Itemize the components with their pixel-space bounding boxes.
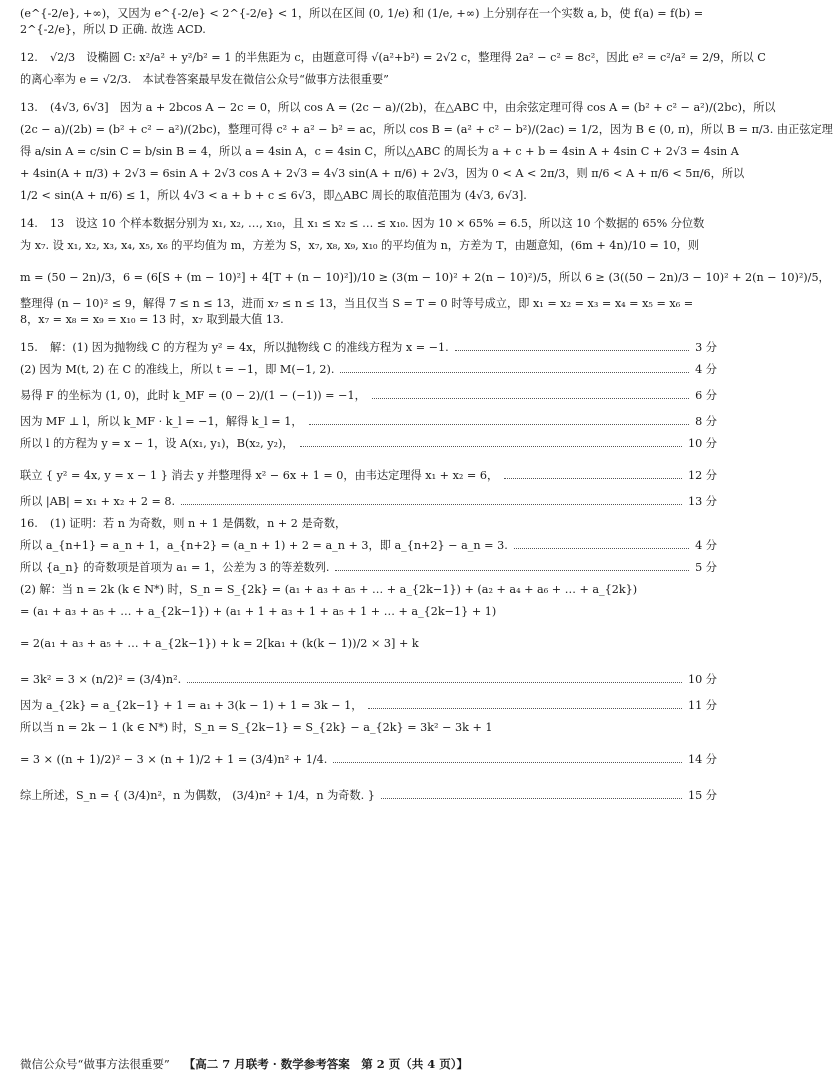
text-span: 所以 l 的方程为 y = x − 1，设 A(x₁, y₁)，B(x₂, y₂)，: [20, 437, 294, 450]
text-line: 8，x₇ = x₈ = x₉ = x₁₀ = 13 时，x₇ 取到最大值 13.: [20, 313, 284, 326]
q15-line: [20, 340, 717, 356]
score-points: 6 分: [695, 389, 717, 402]
text-line: = (a₁ + a₃ + a₅ + … + a_{2k−1}) + (a₁ + 1 + a₃ + 1 + a₅ + 1 + … + a_{2k−1} + 1): [20, 605, 497, 618]
text-line: 得 a/sin A = c/sin C = b/sin B = 4，所以 a = 4sin A，c = 4sin C，所以△ABC 的周长为 a + c + b = 4sin A + 4sin C + 2√3 = 4sin A: [20, 145, 739, 158]
text-line: 所以当 n = 2k − 1 (k ∈ N*) 时，S_n = S_{2k−1} = S_{2k} − a_{2k} = 3k² − 3k + 1: [20, 721, 493, 734]
score-points: 15 分: [688, 789, 717, 802]
question-number: 15.: [20, 341, 38, 354]
score-line: [20, 362, 717, 378]
dotted-leader: [368, 707, 682, 709]
text-span: √2/3 设椭圆 C: x²/a² + y²/b² = 1 的半焦距为 c，由题意可得 √(a²+b²) = 2√2 c，整理得 2a² − c² = 8c²，因此 e² = c²/a² = 2/9，所以 C: [50, 51, 766, 64]
score-line: [20, 538, 717, 554]
score-points: 10 分: [688, 673, 717, 686]
question-number: 16.: [20, 517, 38, 530]
text-line: = 2(a₁ + a₃ + a₅ + … + a_{2k−1}) + k = 2[ka₁ + (k(k − 1))/2 × 3] + k: [20, 637, 419, 650]
page-footer: [20, 1056, 717, 1072]
text-span: (2) 因为 M(t, 2) 在 C 的准线上，所以 t = −1，即 M(−1, 2).: [20, 363, 335, 376]
q13-line: [20, 100, 776, 116]
text-span: (4√3, 6√3] 因为 a + 2bcos A − 2c = 0，所以 cos A = (2c − a)/(2b)，在△ABC 中，由余弦定理可得 cos A = (b² + c² − a²)/(2bc)，所以: [50, 101, 776, 114]
score-points: 5 分: [695, 561, 717, 574]
text-line: (2c − a)/(2b) = (b² + c² − a²)/(2bc)，整理可得 c² + a² − b² = ac，所以 cos B = (a² + c² − b²)/(2ac) = 1/2，因为 B ∈ (0, π)，所以 B = π/3. 由正弦定理: [20, 123, 833, 136]
dotted-leader: [514, 547, 689, 549]
question-number: 14.: [20, 217, 38, 230]
dotted-leader: [455, 349, 689, 351]
score-line: [20, 698, 717, 714]
score-points: 11 分: [688, 699, 717, 712]
score-line: [20, 414, 717, 430]
score-points: 13 分: [688, 495, 717, 508]
q12-line: [20, 50, 766, 66]
text-span: = 3 × ((n + 1)/2)² − 3 × (n + 1)/2 + 1 = (3/4)n² + 1/4.: [20, 753, 328, 766]
text-line: + 4sin(A + π/3) + 2√3 = 6sin A + 2√3 cos A + 2√3 = 4√3 sin(A + π/6) + 2√3，因为 0 < A < 2π/3，则 π/6 < A + π/6 < 5π/6，所以: [20, 167, 745, 180]
dotted-leader: [181, 503, 682, 505]
score-line: [20, 748, 717, 772]
text-line: 1/2 < sin(A + π/6) ≤ 1，所以 4√3 < a + b + c ≤ 6√3，即△ABC 周长的取值范围为 (4√3, 6√3].: [20, 189, 527, 202]
dotted-leader: [372, 397, 689, 399]
score-points: 12 分: [688, 469, 717, 482]
score-points: 14 分: [688, 753, 717, 766]
score-line: [20, 436, 717, 452]
score-line: [20, 784, 717, 808]
text-span: 解：(1) 因为抛物线 C 的方程为 y² = 4x，所以抛物线 C 的准线方程为 x = −1.: [50, 341, 449, 354]
text-span: 易得 F 的坐标为 (1, 0)，此时 k_MF = (0 − 2)/(1 − (−1)) = −1，: [20, 389, 366, 402]
text-span: 所以 a_{n+1} = a_n + 1，a_{n+2} = (a_n + 1) + 2 = a_n + 3，即 a_{n+2} − a_n = 3.: [20, 539, 508, 552]
score-line: [20, 668, 717, 692]
dotted-leader: [187, 681, 682, 683]
text-span: = 3k² = 3 × (n/2)² = (3/4)n².: [20, 673, 182, 686]
text-span: 因为 MF ⊥ l，所以 k_MF · k_l = −1，解得 k_l = 1，: [20, 415, 303, 428]
dotted-leader: [309, 423, 690, 425]
footer-wechat-note: 微信公众号“做事方法很重要”: [20, 1057, 170, 1071]
dotted-leader: [335, 569, 689, 571]
dotted-leader: [340, 371, 689, 373]
q14-line: [20, 216, 717, 232]
text-span: 所以 |AB| = x₁ + x₂ + 2 = 8.: [20, 495, 176, 508]
score-line: [20, 560, 717, 576]
score-line: [20, 494, 717, 510]
text-span: 所以 {a_n} 的奇数项是首项为 a₁ = 1，公差为 3 的等差数列.: [20, 561, 330, 574]
dotted-leader: [333, 761, 682, 763]
score-points: 4 分: [695, 539, 717, 552]
dotted-leader: [381, 797, 682, 799]
text-line: 2^{-2/e}，所以 D 正确. 故选 ACD.: [20, 23, 206, 36]
score-line: [20, 464, 717, 488]
text-span: 13 设这 10 个样本数据分别为 x₁, x₂, …, x₁₀，且 x₁ ≤ x₂ ≤ … ≤ x₁₀. 因为 10 × 65% = 6.5，所以这 10 个数据的 65% 分位数: [50, 217, 705, 230]
question-number: 12.: [20, 51, 38, 64]
question-number: 13.: [20, 101, 38, 114]
score-points: 4 分: [695, 363, 717, 376]
dotted-leader: [300, 445, 682, 447]
footer-page-info: 【高二 7 月联考 · 数学参考答案 第 2 页（共 4 页）】: [183, 1057, 469, 1071]
dotted-leader: [504, 477, 682, 479]
text-line: 为 x₇. 设 x₁, x₂, x₃, x₄, x₅, x₆ 的平均值为 m，方差为 S，x₇, x₈, x₉, x₁₀ 的平均值为 n，方差为 T，由题意知，(6m + 4n)/10 = 10，则: [20, 239, 700, 252]
text-span: (1) 证明：若 n 为奇数，则 n + 1 是偶数，n + 2 是奇数，: [50, 517, 347, 530]
text-line: 整理得 (n − 10)² ≤ 9，解得 7 ≤ n ≤ 13，进而 x₇ ≤ n ≤ 13，当且仅当 S = T = 0 时等号成立，即 x₁ = x₂ = x₃ = x₄ = x₅ = x₆ =: [20, 297, 694, 310]
text-span: 综上所述，S_n = { (3/4)n²，n 为偶数， (3/4)n² + 1/4，n 为奇数. }: [20, 789, 375, 802]
text-line: 的离心率为 e = √2/3. 本试卷答案最早发在微信公众号“做事方法很重要”: [20, 73, 389, 86]
text-line: (e^{-2/e}, +∞)，又因为 e^{-2/e} < 2^{-2/e} < 1，所以在区间 (0, 1/e) 和 (1/e, +∞) 上分别存在一个实数 a, b，使 f(a) = f(b) =: [20, 7, 704, 20]
score-points: 3 分: [695, 341, 717, 354]
score-points: 10 分: [688, 437, 717, 450]
q16-line: [20, 516, 717, 532]
score-line: [20, 384, 717, 408]
text-line: m = (50 − 2n)/3，6 = (6[S + (m − 10)²] + 4[T + (n − 10)²])/10 ≥ (3(m − 10)² + 2(n − 10)²)/5，所以 6 ≥ (3((50 − 2n)/3 − 10)² + 2(n − 10)²)/5，: [20, 271, 830, 284]
text-span: 联立 { y² = 4x, y = x − 1 } 消去 y 并整理得 x² − 6x + 1 = 0，由韦达定理得 x₁ + x₂ = 6，: [20, 469, 499, 482]
score-points: 8 分: [695, 415, 717, 428]
text-line: (2) 解：当 n = 2k (k ∈ N*) 时，S_n = S_{2k} = (a₁ + a₃ + a₅ + … + a_{2k−1}) + (a₂ + a₄ + a₆ + … + a_{2k}): [20, 583, 638, 596]
text-span: 因为 a_{2k} = a_{2k−1} + 1 = a₁ + 3(k − 1) + 1 = 3k − 1，: [20, 699, 363, 712]
